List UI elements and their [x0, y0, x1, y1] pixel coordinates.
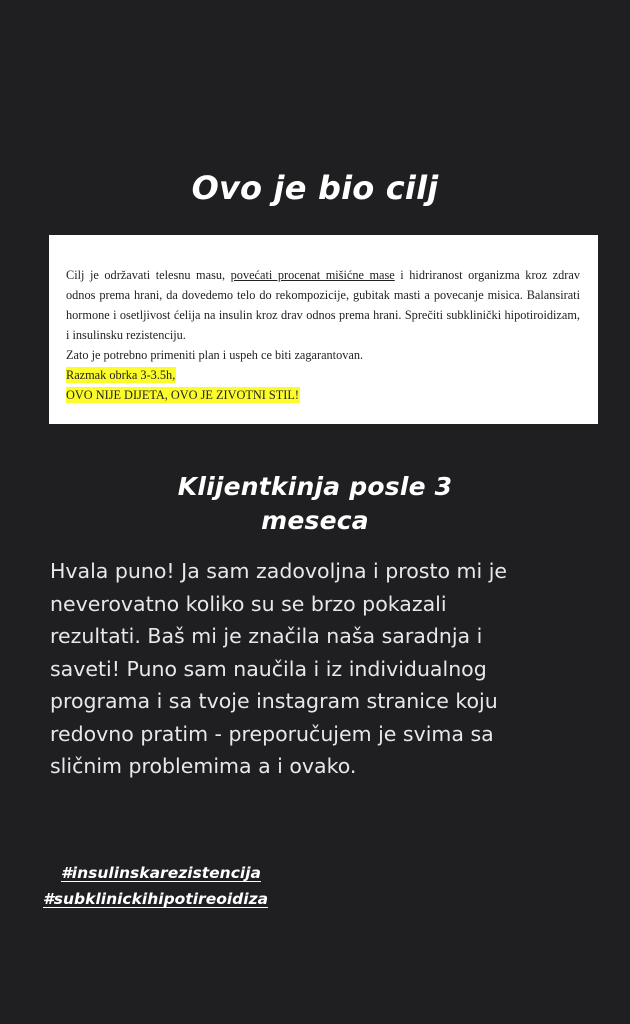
lifestyle-highlight: OVO NIJE DIJETA, OVO JE ZIVOTNI STIL!	[66, 388, 299, 402]
testimonial-text	[50, 555, 595, 783]
client-heading-line2: meseca	[261, 506, 369, 535]
guarantee-line: Zato je potrebno primeniti plan i uspeh ce biti zagarantovan.	[66, 348, 364, 362]
goal-text-rest: i hidriranost organizma kroz zdrav odnos prema hrani, da dovedemo telo do rekompozicije, gubitak masti a povecanje misica. Balansirati hormone i osetljivost ćelija na insulin kroz drav odnos prema hrani. Sprečiti subklinički hipotiroidizam, i insulinsku rezistenciju.	[66, 268, 580, 342]
testimonial-line: redovno pratim - preporučujem je svima sa	[50, 721, 494, 746]
goal-text-underlined: povećati procenat mišićne mase	[230, 268, 395, 282]
goal-heading: Ovo je bio cilj	[191, 169, 439, 207]
hashtag-insulin-resistance[interactable]: #insulinskarezistencija	[61, 864, 261, 882]
testimonial-line: sličnim problemima a i ovako.	[50, 754, 357, 778]
testimonial-line: Hvala puno! Ja sam zadovoljna i prosto mi je	[50, 559, 508, 583]
testimonial-line: rezultati. Baš mi je značila naša saradnja i	[50, 624, 483, 648]
meal-interval-highlight: Razmak obrka 3-3.5h,	[66, 368, 176, 382]
client-heading-line1: Klijentkinja posle 3	[177, 472, 453, 501]
goal-paragraph	[66, 265, 580, 345]
goal-document-card	[49, 235, 598, 424]
testimonial-line: programa i sa tvoje instagram stranice koju	[50, 689, 498, 713]
hashtag-list	[43, 860, 268, 912]
client-heading	[0, 470, 630, 538]
goal-text-start: Cilj je održavati telesnu masu,	[66, 268, 231, 282]
testimonial-line: saveti! Puno sam naučila i iz individualnog	[50, 656, 487, 681]
testimonial-line: neverovatno koliko su se brzo pokazali	[50, 591, 447, 616]
hashtag-hypothyroidism[interactable]: #subklinickihipotireoidiza	[43, 890, 269, 908]
